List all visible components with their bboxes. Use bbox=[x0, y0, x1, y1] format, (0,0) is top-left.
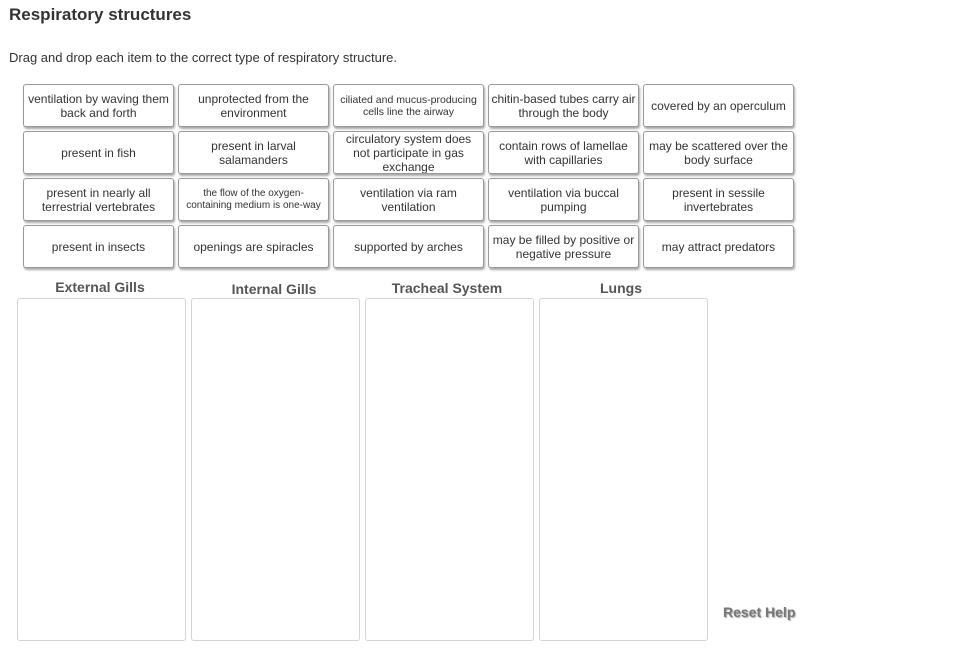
drag-item[interactable]: present in larval salamanders bbox=[178, 131, 329, 174]
drag-item[interactable]: contain rows of lamellae with capillaries bbox=[488, 131, 639, 174]
drop-zone-tracheal-system[interactable] bbox=[365, 298, 534, 641]
drag-item[interactable]: may attract predators bbox=[643, 225, 794, 268]
category-label-tracheal-system: Tracheal System bbox=[391, 280, 503, 296]
category-label-internal-gills: Internal Gills bbox=[231, 281, 317, 297]
drag-item[interactable]: ciliated and mucus-producing cells line the airway bbox=[333, 84, 484, 127]
drag-item[interactable]: may be filled by positive or negative pressure bbox=[488, 225, 639, 268]
draggable-items-pool bbox=[21, 82, 797, 270]
drag-item[interactable]: the flow of the oxygen-containing medium is one-way bbox=[178, 178, 329, 221]
drag-item[interactable]: chitin-based tubes carry air through the body bbox=[488, 84, 639, 127]
drag-item[interactable]: ventilation via buccal pumping bbox=[488, 178, 639, 221]
drag-item[interactable]: covered by an operculum bbox=[643, 84, 794, 127]
drag-item[interactable]: present in sessile invertebrates bbox=[643, 178, 794, 221]
drag-item[interactable]: unprotected from the environment bbox=[178, 84, 329, 127]
drag-item[interactable]: supported by arches bbox=[333, 225, 484, 268]
reset-help-controls bbox=[723, 604, 795, 620]
drop-zone-lungs[interactable] bbox=[539, 298, 708, 641]
drop-zone-external-gills[interactable] bbox=[17, 298, 186, 641]
drop-zone-internal-gills[interactable] bbox=[191, 298, 360, 641]
page-title: Respiratory structures bbox=[9, 5, 192, 24]
drag-item[interactable]: circulatory system does not participate in gas exchange bbox=[333, 131, 484, 174]
reset-button[interactable]: Reset bbox=[723, 604, 762, 620]
drag-item[interactable]: present in fish bbox=[23, 131, 174, 174]
drag-item[interactable]: ventilation by waving them back and forth bbox=[23, 84, 174, 127]
drag-item[interactable]: present in insects bbox=[23, 225, 174, 268]
category-label-external-gills: External Gills bbox=[55, 279, 145, 295]
drag-item[interactable]: may be scattered over the body surface bbox=[643, 131, 794, 174]
help-button[interactable]: Help bbox=[765, 604, 796, 620]
instructions-text: Drag and drop each item to the correct type of respiratory structure. bbox=[9, 50, 398, 65]
drag-item[interactable]: ventilation via ram ventilation bbox=[333, 178, 484, 221]
drag-item[interactable]: present in nearly all terrestrial vertebrates bbox=[23, 178, 174, 221]
drag-item[interactable]: openings are spiracles bbox=[178, 225, 329, 268]
category-label-lungs: Lungs bbox=[600, 280, 642, 296]
